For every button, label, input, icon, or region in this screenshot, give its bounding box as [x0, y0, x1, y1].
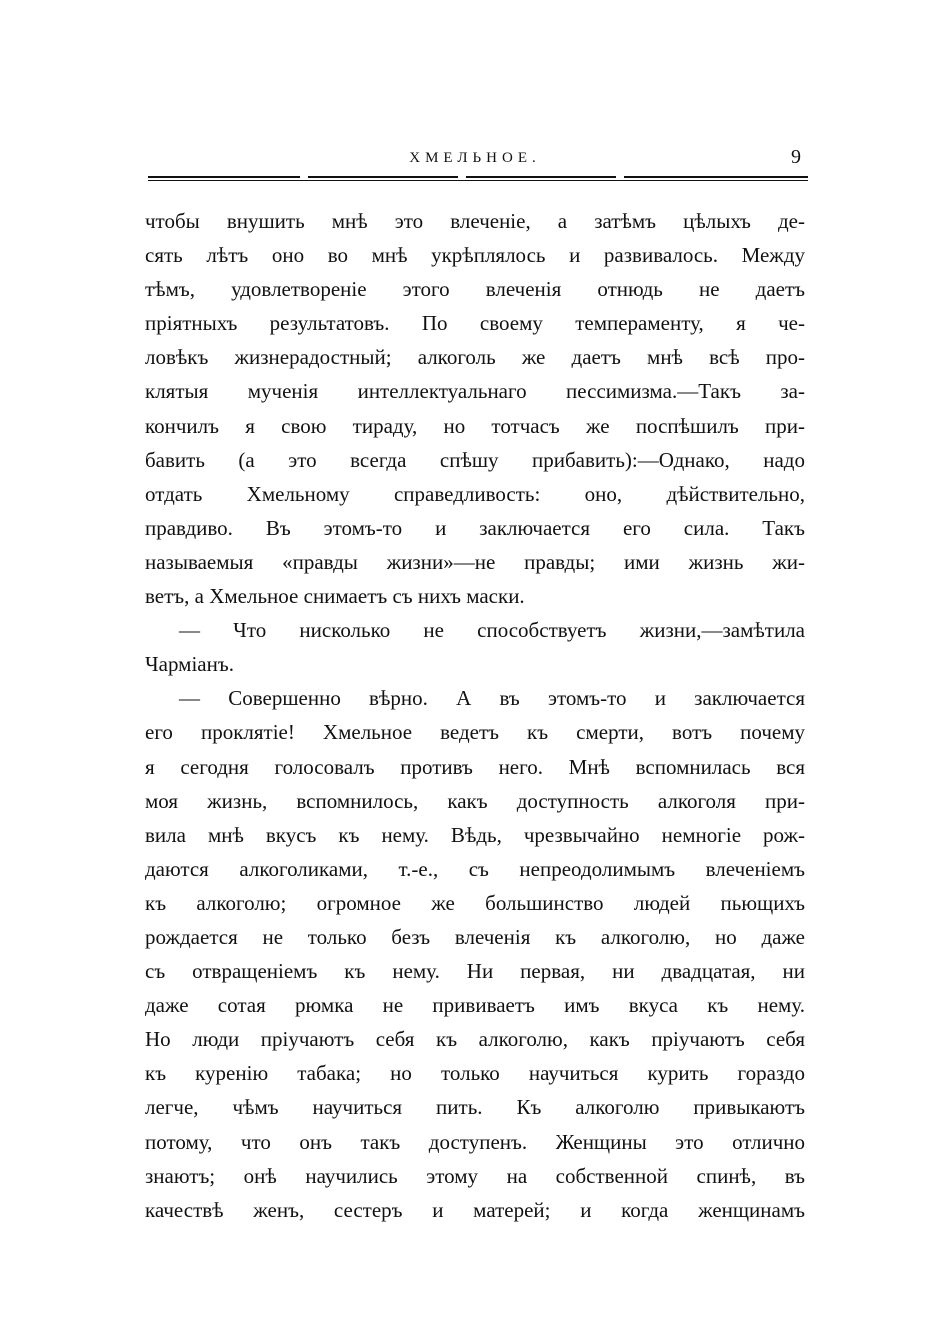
text-line: моя жизнь, вспомнилось, какъ доступность алкоголя при- [145, 788, 805, 813]
text-line: даже сотая рюмка не прививаетъ имъ вкуса къ нему. [145, 993, 805, 1018]
text-line: кончилъ я свою тираду, но тотчасъ же поспѣшилъ при- [145, 413, 805, 438]
text-line: правдиво. Въ этомъ-то и заключается его сила. Такъ [145, 515, 805, 540]
text-line: ловѣкъ жизнерадостный; алкоголь же даетъ мнѣ всѣ про- [145, 345, 805, 370]
text-line: клятыя мученія интеллектуальнаго пессимизма.—Такъ за- [145, 379, 805, 404]
text-line: отдать Хмельному справедливость: оно, дѣйствительно, [145, 481, 805, 506]
text-line: Но люди пріучаютъ себя къ алкоголю, какъ пріучаютъ себя [145, 1027, 805, 1052]
running-title: ХМЕЛЬНОЕ. [409, 150, 541, 166]
page-number: 9 [791, 146, 801, 168]
text-line: Чарміанъ. [145, 652, 234, 677]
text-line: я сегодня голосовалъ противъ него. Мнѣ вспомнилась вся [145, 754, 805, 779]
text-line: потому, что онъ такъ доступенъ. Женщины это отлично [145, 1129, 805, 1154]
text-line: сять лѣтъ оно во мнѣ укрѣплялось и развивалось. Между [145, 243, 805, 268]
text-line: рождается не только безъ влеченія къ алкоголю, но даже [145, 924, 805, 949]
running-head [145, 146, 805, 172]
text-line: даются алкоголиками, т.-е., съ непреодолимымъ влеченіемъ [145, 856, 805, 881]
text-line: съ отвращеніемъ къ нему. Ни первая, ни двадцатая, ни [145, 959, 805, 984]
text-line: къ алкоголю; огромное же большинство людей пьющихъ [145, 890, 805, 915]
text-line: къ куренію табака; но только научиться курить гораздо [145, 1061, 805, 1086]
text-line: знаютъ; онѣ научились этому на собственной спинѣ, въ [145, 1163, 805, 1188]
text-line: его проклятіе! Хмельное ведетъ къ смерти, вотъ почему [145, 720, 805, 745]
text-line: вила мнѣ вкусъ къ нему. Вѣдь, чрезвычайно немногіе рож- [145, 822, 805, 847]
text-line: ветъ, а Хмельное снимаетъ съ нихъ маски. [145, 584, 525, 609]
text-line: легче, чѣмъ научиться пить. Къ алкоголю привыкаютъ [145, 1095, 805, 1120]
header-rule [148, 176, 808, 182]
body-text [145, 204, 805, 1227]
text-line: называемыя «правды жизни»—не правды; ими жизнь жи- [145, 549, 805, 574]
text-line: бавить (а это всегда спѣшу прибавить):—Однако, надо [145, 447, 805, 472]
text-line: — Совершенно вѣрно. А въ этомъ-то и заключается [179, 686, 805, 711]
text-line: качествѣ женъ, сестеръ и матерей; и когда женщинамъ [145, 1197, 805, 1222]
text-line: пріятныхъ результатовъ. По своему темпераменту, я че- [145, 311, 805, 336]
text-line: — Что нисколько не способствуетъ жизни,—замѣтила [179, 618, 805, 643]
text-line: чтобы внушить мнѣ это влеченіе, а затѣмъ цѣлыхъ де- [145, 209, 805, 233]
text-line: тѣмъ, удовлетвореніе этого влеченія отнюдь не даетъ [145, 277, 805, 302]
